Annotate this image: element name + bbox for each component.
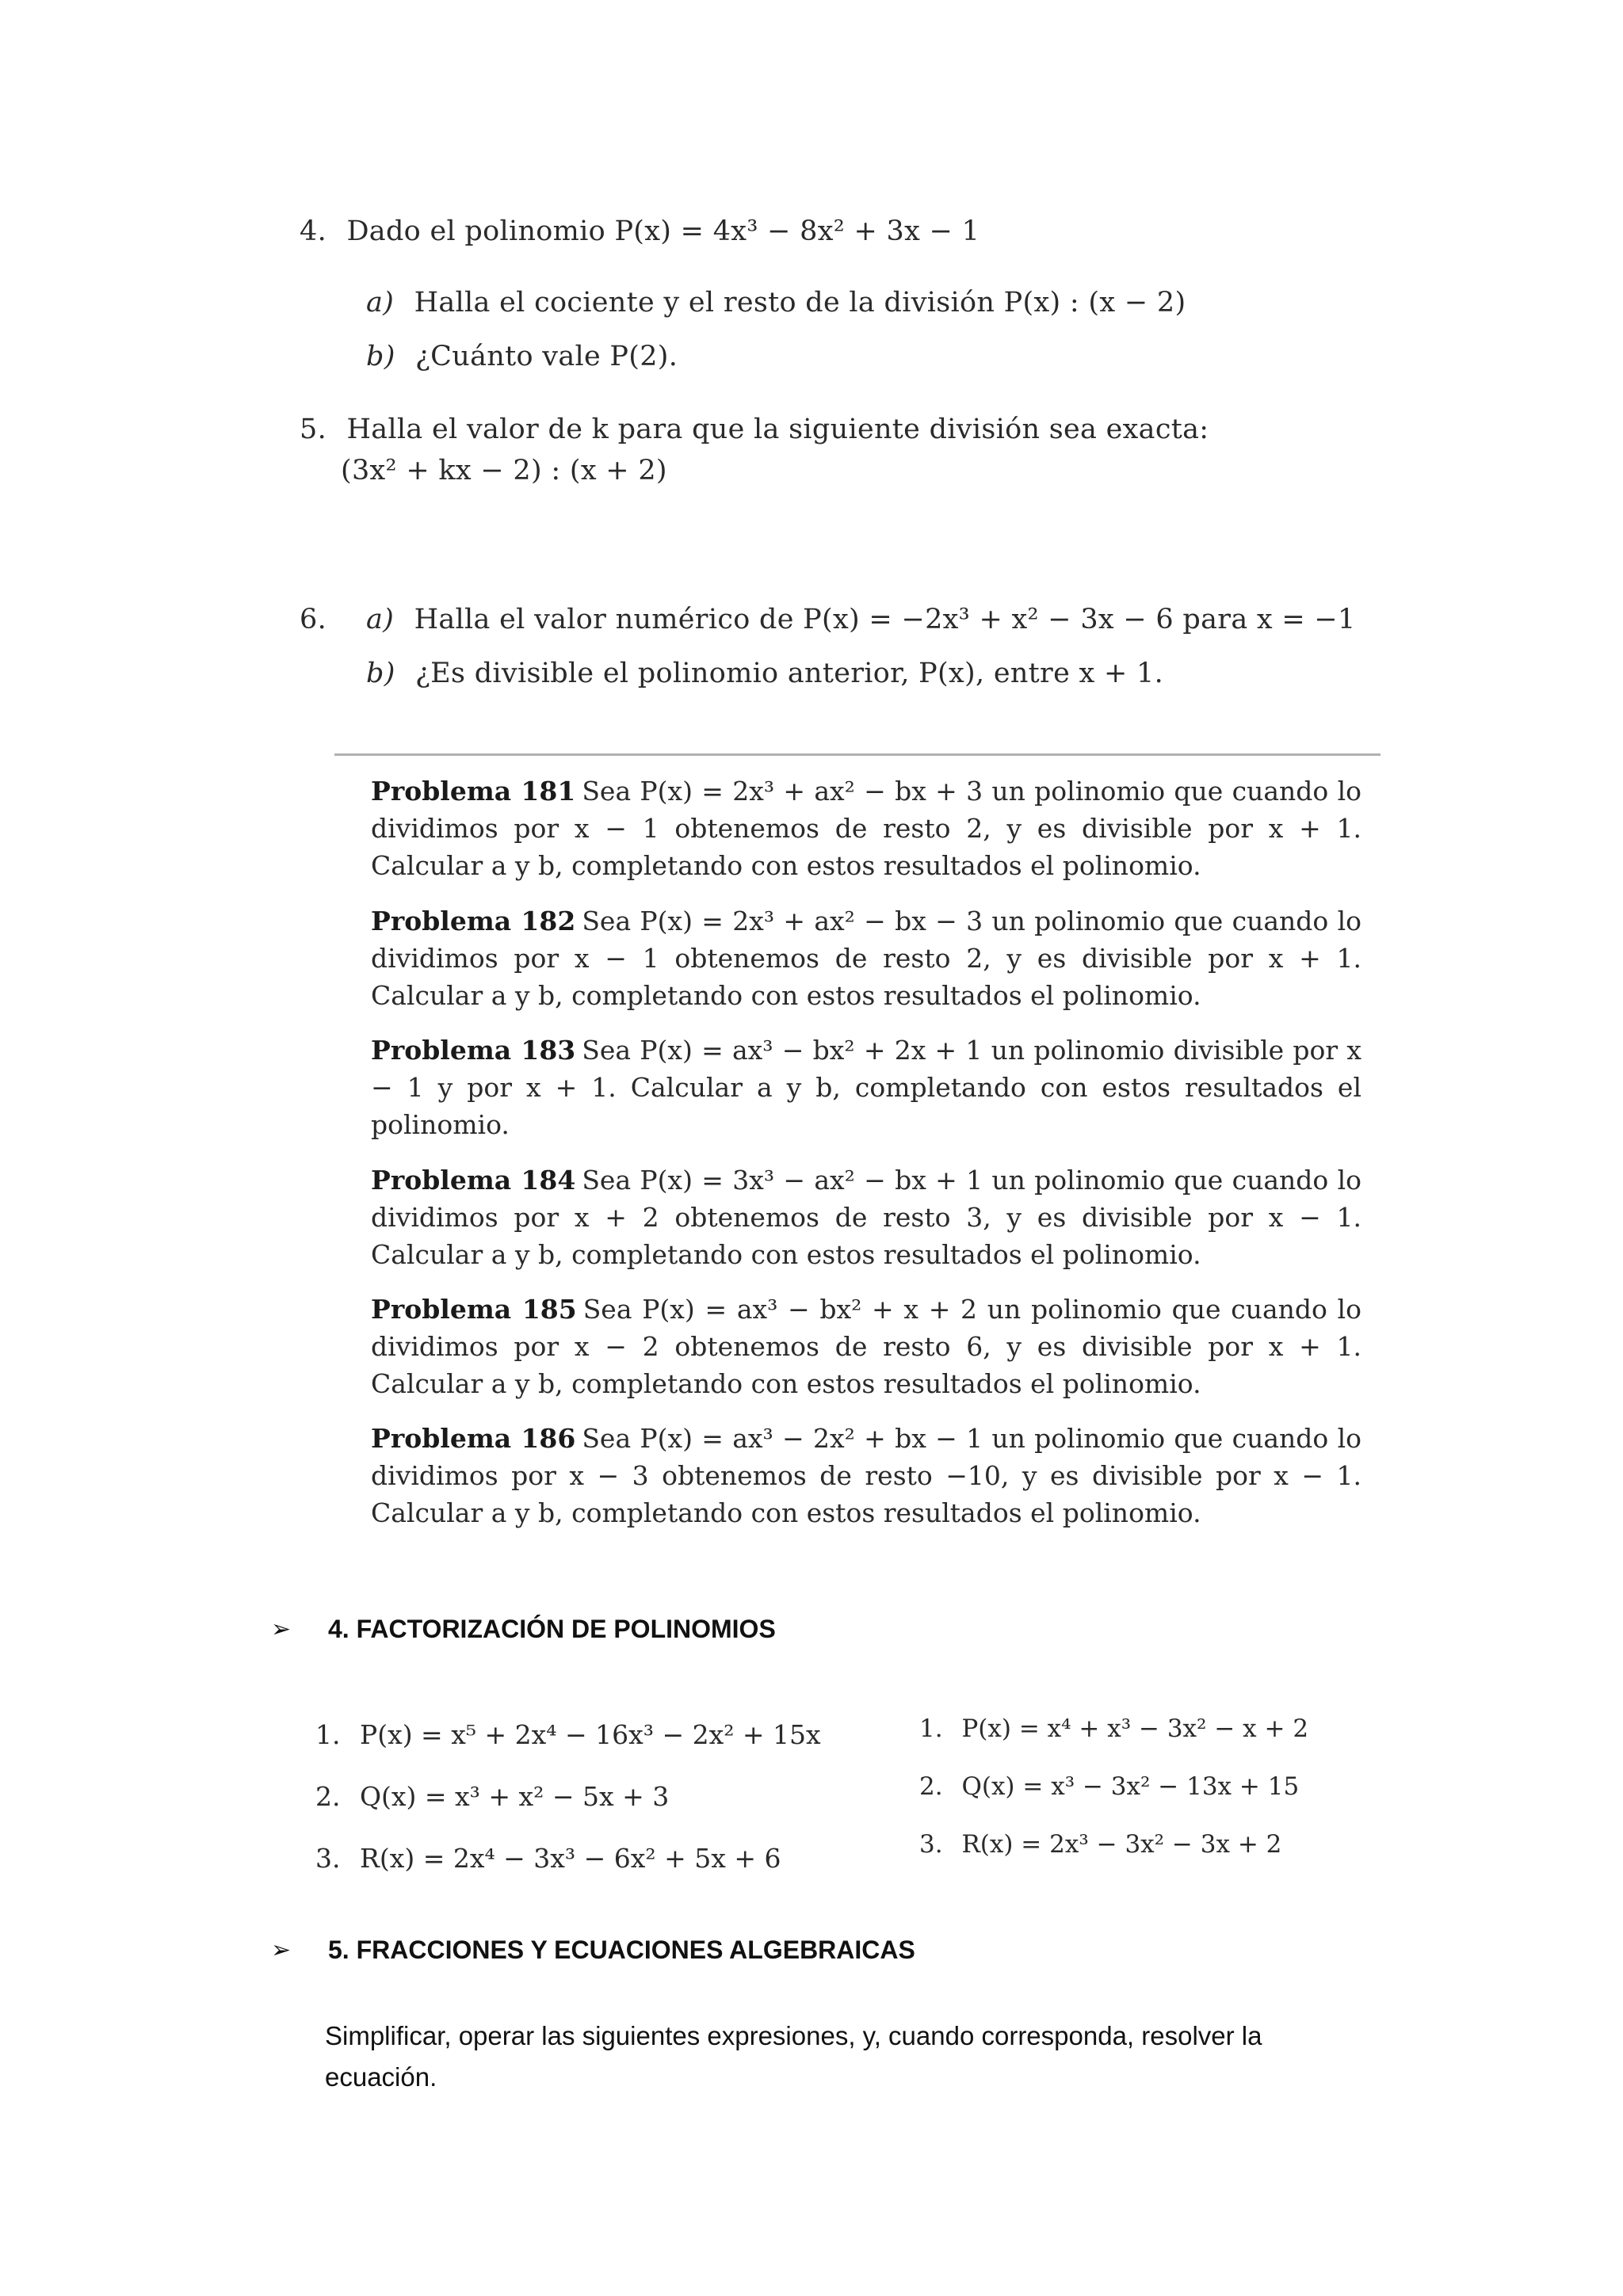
item-text: ¿Cuánto vale P(2). xyxy=(415,341,678,372)
problem-186 xyxy=(371,1420,1361,1531)
problem-text: Sea P(x) = 3x³ − ax² − bx + 1 un polinomio que cuando lo dividimos por x + 2 obtenemos de resto 3, y es divisible por x − 1. Calcular a y b, completando con estos resultados el polinomio. xyxy=(371,1165,1361,1270)
item-text: Halla el valor numérico de P(x) = −2x³ + x² − 3x − 6 para x = −1 xyxy=(414,604,1356,635)
problem-title: Problema 186 xyxy=(371,1423,576,1454)
divider xyxy=(334,753,1381,756)
problem-181 xyxy=(371,772,1361,884)
factor-right-2 xyxy=(919,1772,1299,1801)
item-number: 2. xyxy=(315,1781,341,1812)
item-label: a) xyxy=(366,604,395,635)
problem-text: Sea P(x) = 2x³ + ax² − bx + 3 un polinomio que cuando lo dividimos por x − 1 obtenemos de resto 2, y es divisible por x + 1. Calcular a y b, completando con estos resultados el polinomio. xyxy=(371,776,1361,881)
bullet-arrow-icon: ➢ xyxy=(271,1936,292,1964)
exercise-number: 4. xyxy=(300,215,327,247)
exercise-number: 5. xyxy=(300,414,327,445)
item-expression: R(x) = 2x⁴ − 3x³ − 6x² + 5x + 6 xyxy=(360,1843,781,1874)
item-number: 3. xyxy=(919,1830,943,1859)
problem-185 xyxy=(371,1291,1361,1402)
problem-184 xyxy=(371,1161,1361,1273)
item-expression: R(x) = 2x³ − 3x² − 3x + 2 xyxy=(961,1830,1282,1859)
item-text: Halla el cociente y el resto de la división P(x) : (x − 2) xyxy=(414,287,1186,318)
problem-text: Sea P(x) = ax³ − bx² + 2x + 1 un polinomio divisible por x − 1 y por x + 1. Calcular a y b, completando con estos resultados el polinomio. xyxy=(371,1035,1361,1140)
item-expression: Q(x) = x³ + x² − 5x + 3 xyxy=(360,1781,670,1812)
problem-text: Sea P(x) = ax³ − 2x² + bx − 1 un polinomio que cuando lo dividimos por x − 3 obtenemos de resto −10, y es divisible por x − 1. Calcular a y b, completando con estos resultados el polinomio. xyxy=(371,1423,1361,1528)
item-number: 1. xyxy=(315,1719,341,1750)
problem-182 xyxy=(371,902,1361,1014)
item-number: 3. xyxy=(315,1843,341,1874)
exercise-text: Halla el valor de k para que la siguiente división sea exacta: xyxy=(346,414,1209,445)
exercise-5 xyxy=(300,414,1209,445)
exercise-6b xyxy=(366,658,1163,689)
item-expression: Q(x) = x³ − 3x² − 13x + 15 xyxy=(961,1772,1300,1801)
item-label: b) xyxy=(366,341,395,372)
problem-title: Problema 185 xyxy=(371,1294,577,1325)
factor-right-3 xyxy=(919,1830,1281,1859)
exercise-6-number: 6. xyxy=(300,604,327,635)
item-label: b) xyxy=(366,658,395,689)
exercise-6a xyxy=(366,604,1356,635)
exercise-4b xyxy=(366,341,678,372)
section-5-title: 5. FRACCIONES Y ECUACIONES ALGEBRAICAS xyxy=(328,1936,915,1964)
exercise-4a xyxy=(366,287,1186,318)
item-number: 2. xyxy=(919,1772,943,1801)
exercise-4 xyxy=(300,215,980,247)
item-expression: P(x) = x⁴ + x³ − 3x² − x + 2 xyxy=(961,1714,1309,1743)
problem-text: Sea P(x) = ax³ − bx² + x + 2 un polinomio que cuando lo dividimos por x − 2 obtenemos de resto 6, y es divisible por x + 1. Calcular a y b, completando con estos resultados el polinomio. xyxy=(371,1294,1361,1399)
item-label: a) xyxy=(366,287,395,318)
factor-left-2 xyxy=(315,1781,669,1812)
factor-left-1 xyxy=(315,1719,821,1750)
factor-right-1 xyxy=(919,1714,1308,1743)
factor-left-3 xyxy=(315,1843,781,1874)
problem-title: Problema 183 xyxy=(371,1035,576,1066)
exercise-text: Dado el polinomio P(x) = 4x³ − 8x² + 3x − 1 xyxy=(346,215,980,247)
item-expression: P(x) = x⁵ + 2x⁴ − 16x³ − 2x² + 15x xyxy=(360,1719,821,1750)
problem-title: Problema 184 xyxy=(371,1165,576,1196)
problem-title: Problema 181 xyxy=(371,776,576,807)
exercise-5-expression: (3x² + kx − 2) : (x + 2) xyxy=(341,455,667,486)
item-number: 1. xyxy=(919,1714,943,1743)
bullet-arrow-icon: ➢ xyxy=(271,1615,292,1643)
problem-title: Problema 182 xyxy=(371,906,576,936)
section-5-intro: Simplificar, operar las siguientes expresiones, y, cuando corresponda, resolver la ecuación. xyxy=(325,2021,1262,2092)
problem-text: Sea P(x) = 2x³ + ax² − bx − 3 un polinomio que cuando lo dividimos por x − 1 obtenemos de resto 2, y es divisible por x + 1. Calcular a y b, completando con estos resultados el polinomio. xyxy=(371,906,1361,1011)
item-text: ¿Es divisible el polinomio anterior, P(x), entre x + 1. xyxy=(415,658,1164,689)
problem-183 xyxy=(371,1032,1361,1143)
section-4-title: 4. FACTORIZACIÓN DE POLINOMIOS xyxy=(328,1615,776,1643)
